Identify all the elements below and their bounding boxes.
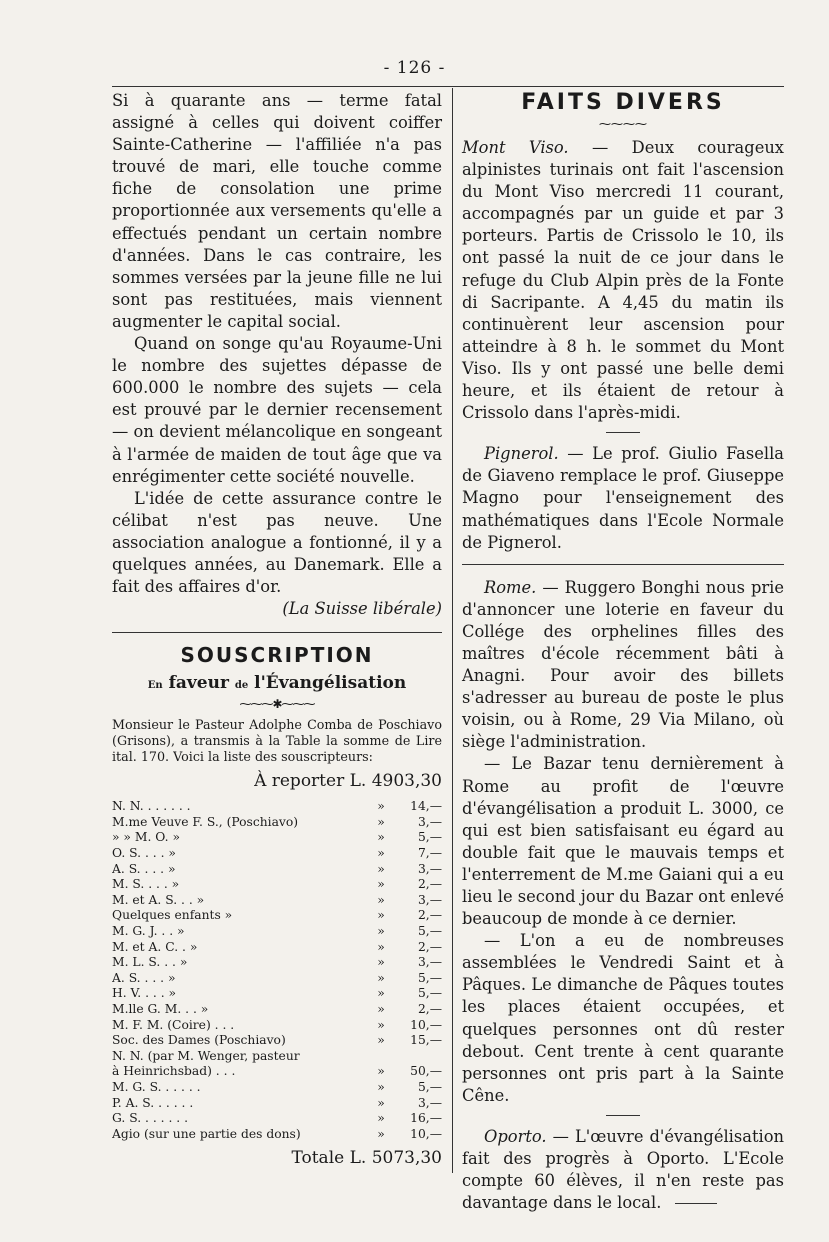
subtitle-prefix: En	[147, 680, 163, 692]
subscriber-amount: 3,—	[417, 1095, 442, 1110]
subscriber-amount: 5,—	[417, 830, 442, 845]
subscriber-name: Soc. des Dames (Poschiavo)	[112, 1033, 286, 1048]
subscriber-row	[112, 862, 442, 878]
subscriber-amount: 5,—	[417, 924, 442, 938]
end-dash	[675, 1203, 717, 1204]
subscriber-mark: »	[377, 1033, 385, 1048]
subscriber-name: M. et A. S. . . »	[112, 892, 205, 907]
subscriber-mark: »	[377, 1126, 385, 1141]
subscriber-amount: 3,—	[417, 861, 442, 876]
top-rule	[112, 86, 784, 87]
subscriber-row	[112, 955, 442, 971]
news-place: Mont Viso.	[462, 138, 569, 157]
subscriber-mark: »	[377, 924, 385, 938]
subscriber-row	[112, 1096, 442, 1112]
subscriber-mark: »	[377, 1064, 385, 1079]
subscriber-amount: 7,—	[417, 846, 442, 861]
subscriber-name: M. F. M. (Coire) . . .	[112, 1017, 235, 1032]
subscriber-row	[112, 799, 442, 815]
subscriber-mark	[372, 1049, 390, 1065]
subscriber-name: M. G. J. . . »	[112, 924, 185, 938]
subscriber-row	[112, 877, 442, 893]
subscriber-name: O. S. . . . »	[112, 846, 176, 861]
subscriber-name: H. V. . . . »	[112, 986, 177, 1001]
subscriber-row	[112, 815, 442, 831]
source-citation: (La Suisse libérale)	[282, 599, 442, 619]
subscriber-row	[112, 846, 442, 862]
subscriber-name: P. A. S. . . . . .	[112, 1095, 194, 1110]
subscriber-name: M.lle G. M. . . »	[112, 1001, 209, 1016]
subscriber-mark: »	[377, 830, 385, 845]
subscriber-name: N. N. (par M. Wenger, pasteur	[112, 1048, 300, 1063]
subscriber-mark: »	[377, 846, 385, 861]
subscriber-amount: 5,—	[417, 970, 442, 985]
subscriber-row	[112, 1064, 442, 1080]
paragraph-2: Quand on songe qu'au Royaume-Uni le nombre des sujettes dépasse de 600.000 le nombre des sujets — cela est prouvé par le dernier recensement — on devient mélancolique en songeant à l'armée de maiden de tout âge que va enrégimenter cette société nouvelle.	[112, 334, 442, 486]
news-item-paques: — L'on a eu de nombreuses assemblées le Vendredi Saint et à Pâques. Le dimanche de Pâques toutes les places étaient occupées, et quelques personnes ont dû rester debout. Cent trente à cent quarante personnes ont pris part à la Sainte Cêne.	[462, 931, 784, 1105]
subscriber-amount: 14,—	[410, 799, 442, 814]
news-place: Oporto.	[484, 1126, 547, 1146]
left-column	[112, 90, 442, 1168]
news-separator-rule	[462, 564, 784, 565]
subscriber-mark: »	[377, 799, 385, 814]
news-item-rome	[462, 577, 784, 754]
subscriber-amount: 2,—	[417, 908, 442, 923]
subscriber-row	[112, 940, 442, 956]
subscriber-amount: 5,—	[417, 1079, 442, 1094]
subscriber-amount: 3,—	[417, 892, 442, 907]
subscriber-row	[112, 830, 442, 846]
paragraph-1: Si à quarante ans — terme fatal assigné à celles qui doivent coiffer Sainte-Catherine — l'affiliée n'a pas trouvé de mari, elle touche comme fiche de consolation une prime proportionnée aux versements qu'elle a effectués pendant un certain nombre d'années. Dans le cas contraire, les sommes versées par la jeune fille ne lui sont pas restituées, mais viennent augmenter le capital social.	[112, 91, 442, 331]
news-item-mont-viso	[462, 137, 784, 424]
heading-ornament: ⁓⁓⁓⁓	[599, 117, 647, 131]
subscriber-row	[112, 1049, 442, 1065]
subscriber-row	[112, 1127, 442, 1143]
news-separator	[606, 1115, 640, 1116]
subscriber-amount: 15,—	[410, 1033, 442, 1048]
subscriber-row	[112, 1018, 442, 1034]
subscriber-mark: »	[377, 1095, 385, 1110]
faits-divers-heading: FAITS DIVERS	[521, 90, 725, 115]
subscriber-mark: »	[377, 814, 385, 829]
subscriber-name: à Heinrichsbad) . . .	[112, 1064, 236, 1079]
subscriber-mark: »	[377, 970, 385, 985]
subscriber-name: M. L. S. . . »	[112, 955, 188, 970]
subscriber-mark: »	[377, 892, 385, 907]
subscriber-amount: 2,—	[417, 877, 442, 892]
subscriber-name: A. S. . . . »	[112, 861, 176, 876]
subscriber-amount: 50,—	[410, 1064, 442, 1079]
subscriber-name: G. S. . . . . . .	[112, 1111, 189, 1126]
subscriber-list	[112, 799, 442, 1142]
subscriber-mark: »	[377, 1079, 385, 1094]
section-separator	[112, 632, 442, 633]
subscriber-row	[112, 971, 442, 987]
column-divider	[452, 88, 453, 1173]
subscriber-amount: 16,—	[410, 1111, 442, 1126]
subscriber-row	[112, 1111, 442, 1127]
subscriber-mark: »	[377, 861, 385, 876]
subscriber-row	[112, 1033, 442, 1049]
subscriber-amount: 3,—	[417, 955, 442, 970]
subscriber-row	[112, 1002, 442, 1018]
subscriber-amount: 3,—	[417, 814, 442, 829]
subscriber-amount	[390, 1049, 442, 1065]
news-place: Pignerol.	[484, 444, 559, 464]
subtitle-end: l'Évangélisation	[254, 673, 407, 694]
subscriber-amount: 2,—	[417, 939, 442, 954]
subscriber-mark: »	[377, 908, 385, 923]
page-number: - 126 -	[383, 58, 446, 78]
subscriber-row	[112, 924, 442, 940]
subscriber-row	[112, 893, 442, 909]
news-item-bazar: — Le Bazar tenu dernièrement à Rome au profit de l'œuvre d'évangélisation a produit L. 3000, ce qui est bien satisfaisant eu égard au double fait que le mauvais temps et l'enterrement de M.me Gaiani qui a eu lieu le second jour du Bazar ont enlevé beaucoup de monde à ce dernier.	[462, 754, 784, 929]
subscriber-amount: 10,—	[410, 1017, 442, 1032]
news-text: — Deux courageux alpinistes turinais ont fait l'ascension du Mont Viso mercredi 11 courant, accompagnés par un guide et par 3 porteurs. Partis de Crissolo le 10, ils ont passé la nuit de ce jour dans le refuge du Club Alpin près de la Fonte di Sacripante. A 4,45 du matin ils continuèrent leur ascension pour atteindre à 8 h. le sommet du Mont Viso. Ils y ont passé une belle demi heure, et ils étaient de retour à Crissolo dans l'après-midi.	[462, 138, 784, 423]
subscriber-name: Agio (sur une partie des dons)	[112, 1126, 301, 1141]
subscriber-name: M. et A. C. . »	[112, 939, 198, 954]
subscriber-row	[112, 908, 442, 924]
subtitle-main: faveur	[168, 673, 229, 694]
subscriber-row	[112, 986, 442, 1002]
reporter-line: À reporter L. 4903,30	[254, 771, 442, 792]
subscription-intro: Monsieur le Pasteur Adolphe Comba de Poschiavo (Grisons), a transmis à la Table la somme de Lire ital. 170. Voici la liste des souscripteurs:	[112, 717, 442, 765]
ornament-divider: ⁓⁓⁓✱⁓⁓⁓	[239, 697, 315, 712]
subscriber-name: N. N. . . . . . .	[112, 799, 191, 814]
subscriber-mark: »	[377, 1017, 385, 1032]
paragraph-3: L'idée de cette assurance contre le célibat n'est pas neuve. Une association analogue a fontionné, il y a quelques années, au Danemark. Elle a fait des affaires d'or.	[112, 488, 442, 597]
subscriber-name: Quelques enfants »	[112, 908, 233, 923]
news-item-oporto	[462, 1126, 784, 1214]
subscriber-amount: 5,—	[417, 986, 442, 1001]
subscriber-name: M. G. S. . . . . .	[112, 1079, 201, 1094]
subscriber-mark: »	[377, 955, 385, 970]
news-text: — Le prof. Giulio Fasella de Giaveno remplace le prof. Giuseppe Magno pour l'enseignement des mathématiques dans l'Ecole Normale de Pignerol.	[462, 444, 784, 552]
subscriber-name: A. S. . . . »	[112, 970, 176, 985]
subtitle-de: de	[234, 680, 249, 692]
news-place: Rome.	[484, 577, 537, 597]
section-subtitle	[112, 673, 442, 693]
subscriber-mark: »	[377, 877, 385, 892]
news-text: — Ruggero Bonghi nous prie d'annoncer une loterie en faveur du Collége des orphelines filles des maîtres d'école récemment bâti à Anagni. Pour avoir des billets s'adresser au bureau de poste le plus voisin, ou à Rome, 29 Via Milano, où siège l'administration.	[462, 577, 784, 752]
right-column	[462, 90, 784, 1214]
subscriber-row	[112, 1080, 442, 1096]
total-line: Totale L. 5073,30	[291, 1148, 442, 1169]
subscriber-mark: »	[377, 939, 385, 954]
subscriber-name: M.me Veuve F. S., (Poschiavo)	[112, 814, 299, 829]
subscriber-mark: »	[377, 1111, 385, 1126]
news-separator	[606, 432, 640, 433]
subscriber-name: M. S. . . . »	[112, 877, 180, 892]
subscriber-mark: »	[377, 1001, 385, 1016]
news-item-pignerol	[462, 443, 784, 553]
subscriber-amount: 2,—	[417, 1001, 442, 1016]
subscriber-mark: »	[377, 986, 385, 1001]
subscriber-amount: 10,—	[410, 1126, 442, 1141]
subscriber-name: » » M. O. »	[112, 830, 180, 845]
news-text: — L'œuvre d'évangélisation fait des progrès à Oporto. L'Ecole compte 60 élèves, il n'en reste pas davantage dans le local.	[462, 1126, 784, 1213]
section-title: SOUSCRIPTION	[180, 643, 374, 668]
